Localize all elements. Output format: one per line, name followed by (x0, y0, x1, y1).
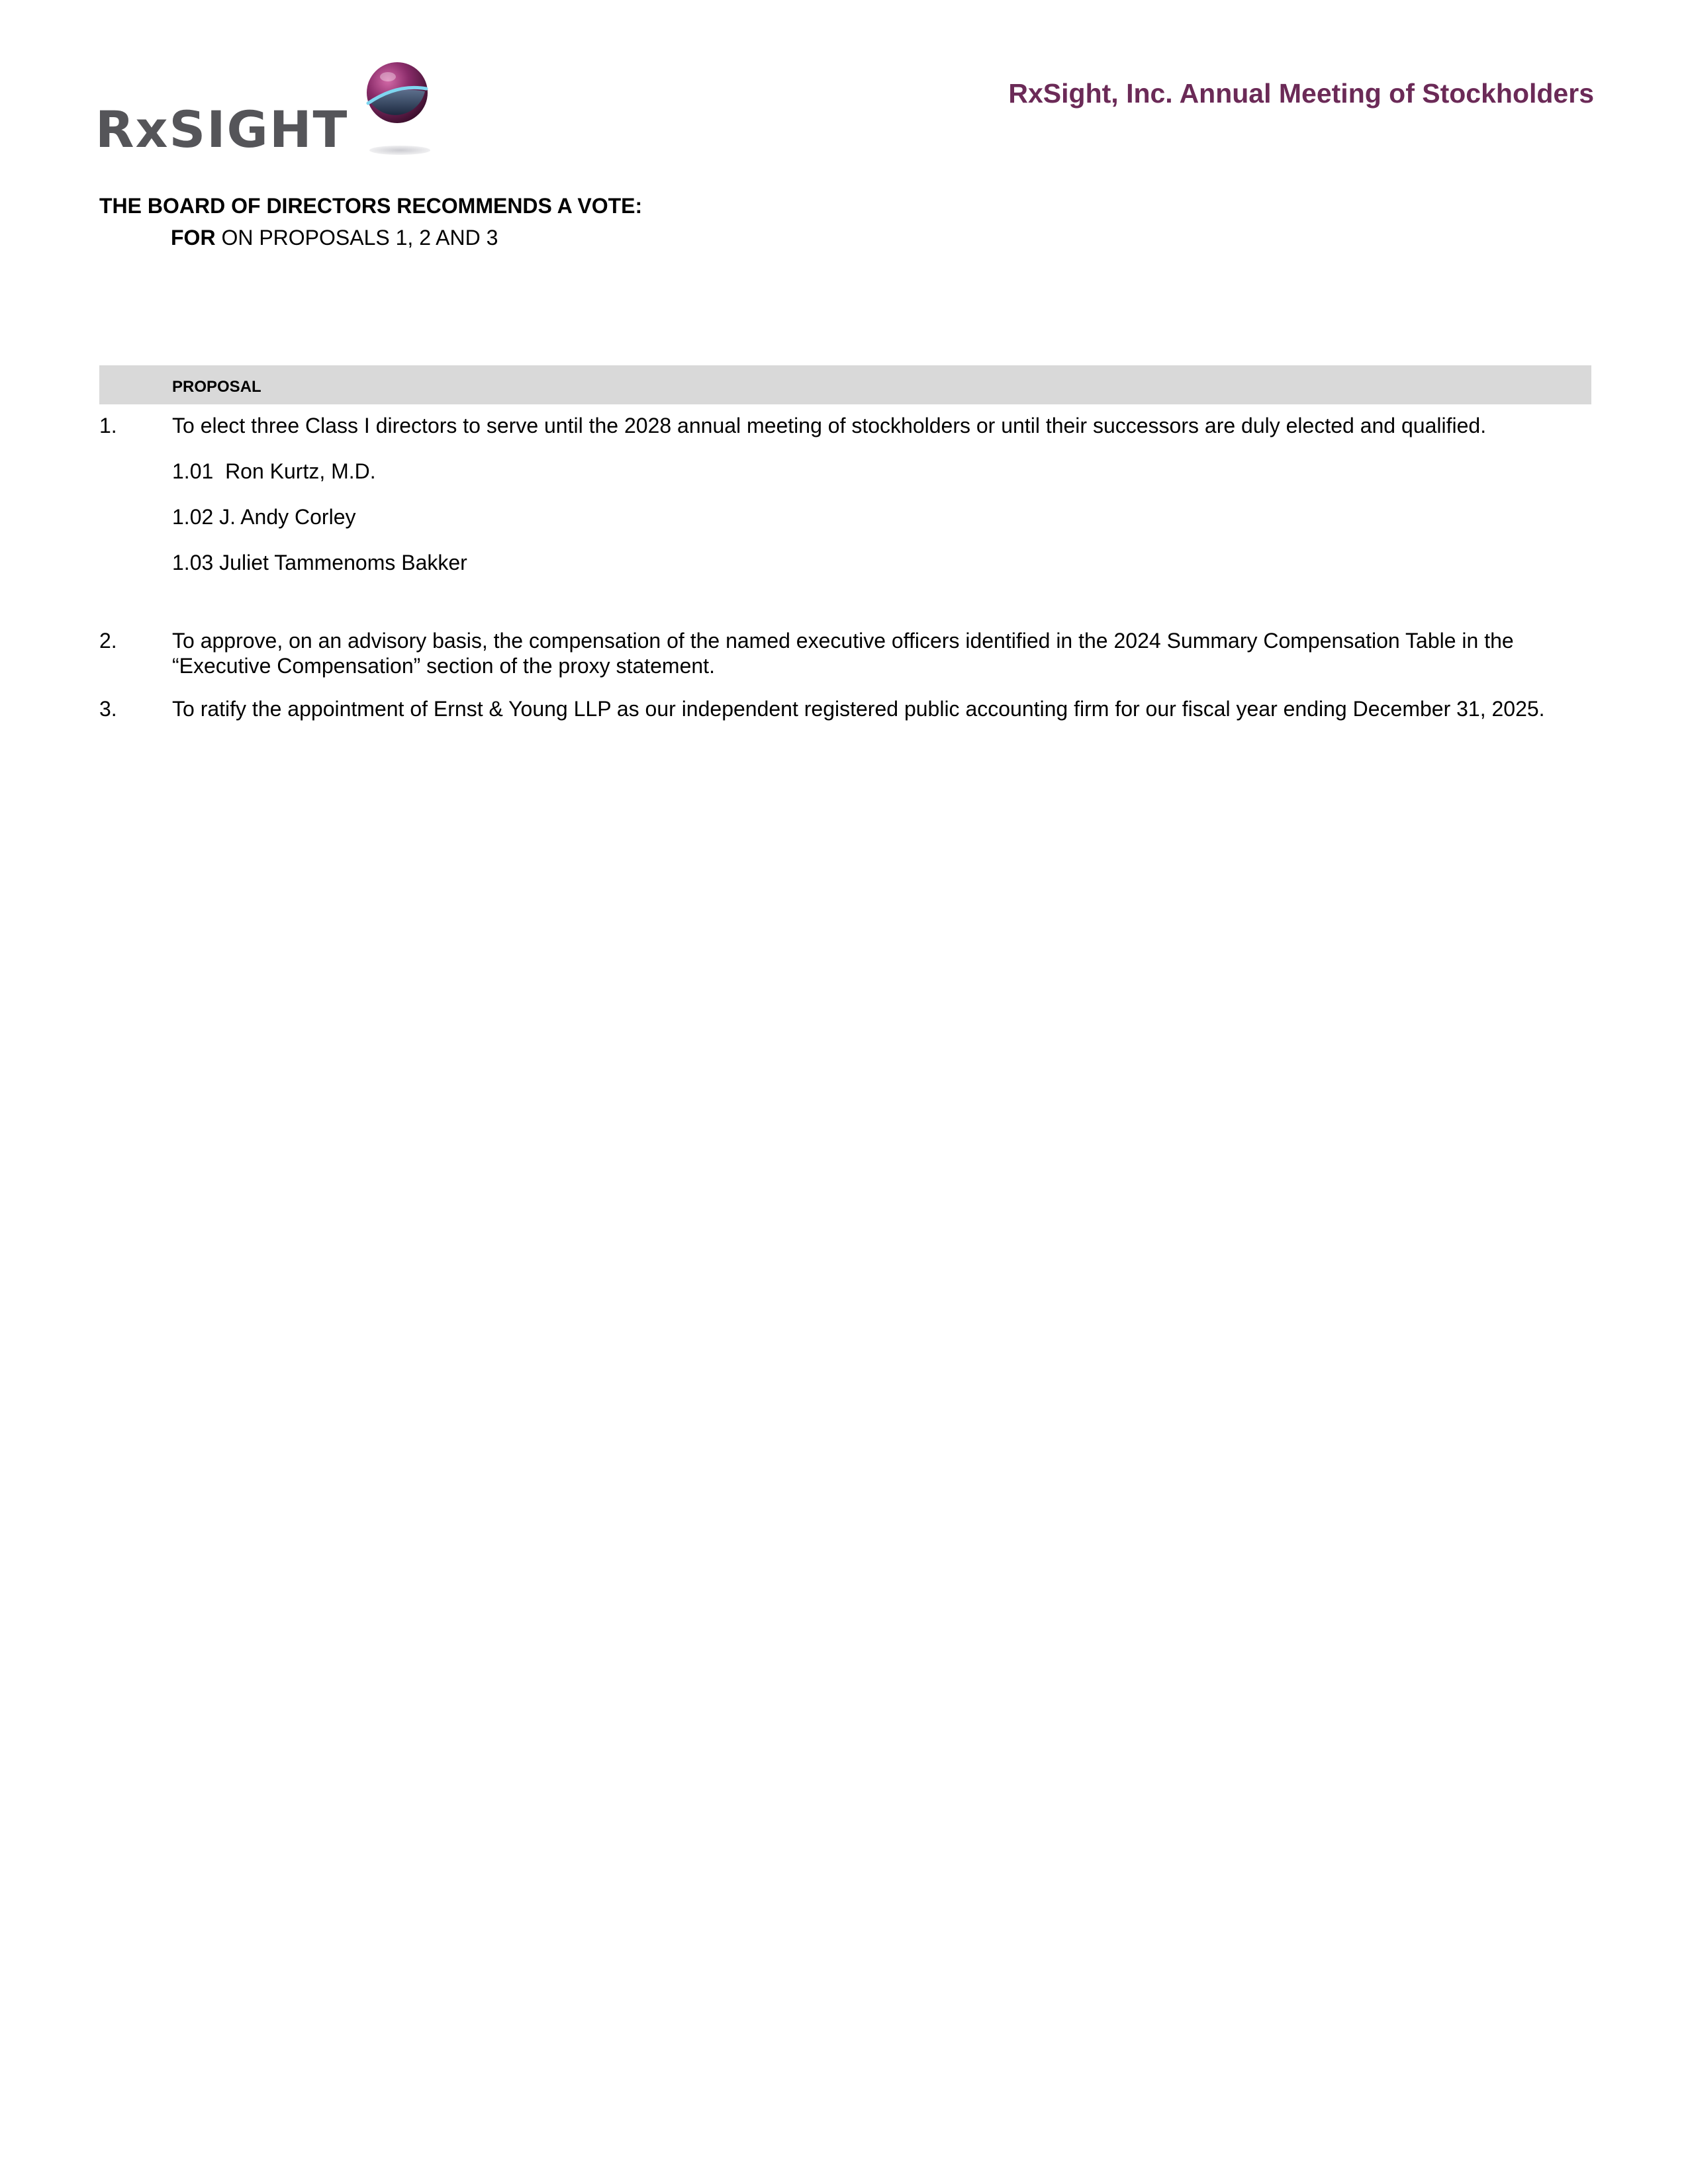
proposal-number: 1. (99, 414, 117, 437)
board-recommendation-heading: THE BOARD OF DIRECTORS RECOMMENDS A VOTE: (99, 194, 643, 218)
logo-wordmark: RxSIGHT (95, 100, 349, 159)
proposal-text: To approve, on an advisory basis, the compensation of the named executive officers identified in the 2024 Summary Compensation Table in the “Executive Compensation” section of the proxy statement. (172, 629, 1514, 678)
nominee-item: 1.02 J. Andy Corley (172, 505, 356, 529)
board-recommendation-detail (171, 226, 498, 250)
vote-for-label: FOR (171, 226, 216, 250)
meeting-title: RxSight, Inc. Annual Meeting of Stockholders (1008, 78, 1594, 109)
vote-scope-text: ON PROPOSALS 1, 2 AND 3 (215, 226, 498, 250)
logo-sphere-icon (364, 60, 430, 126)
company-logo (93, 60, 437, 159)
proposal-text: To ratify the appointment of Ernst & Young LLP as our independent registered public accounting firm for our fiscal year ending December 31, 2025. (172, 697, 1545, 721)
proposal-table-header (99, 365, 1591, 404)
logo-shadow (369, 146, 430, 155)
proposal-column-label: PROPOSAL (172, 378, 261, 396)
nominee-item: 1.03 Juliet Tammenoms Bakker (172, 551, 467, 574)
proposal-text: To elect three Class I directors to serve until the 2028 annual meeting of stockholders or until their successors are duly elected and qualified. (172, 414, 1487, 437)
proposal-number: 3. (99, 697, 117, 721)
proposal-number: 2. (99, 629, 117, 653)
nominee-item: 1.01 Ron Kurtz, M.D. (172, 459, 376, 483)
